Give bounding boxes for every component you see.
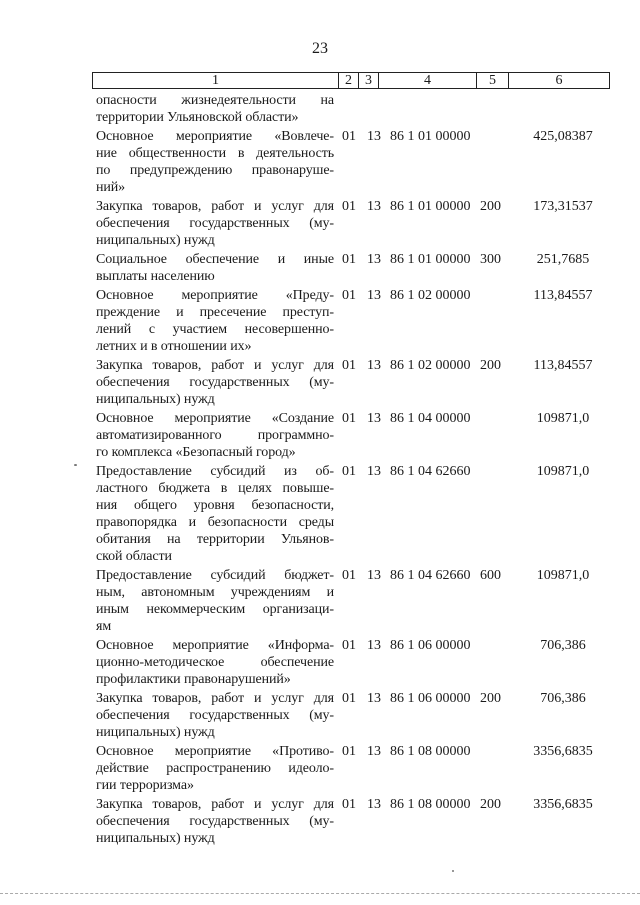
row-c2: 01 [342, 638, 356, 653]
row-name-line: Основное мероприятие «Преду- [96, 288, 334, 303]
row-c3: 13 [367, 691, 381, 706]
row-c2: 01 [342, 252, 356, 267]
row-name-line: ской области [96, 549, 172, 564]
table-row [96, 463, 616, 565]
row-name-line: Закупка товаров, работ и услуг для [96, 199, 334, 214]
row-name-line: Основное мероприятие «Создание [96, 411, 334, 426]
row-c4: 86 1 08 00000 [390, 797, 471, 812]
row-c3: 13 [367, 199, 381, 214]
row-name-line: обеспечения государственных (му- [96, 375, 334, 390]
row-name [96, 410, 334, 461]
row-c2: 01 [342, 691, 356, 706]
row-name-line: правопорядка и безопасности среды [96, 515, 334, 530]
row-c2: 01 [342, 411, 356, 426]
row-name-line: обеспечения государственных (му- [96, 216, 334, 231]
row-name [96, 357, 334, 408]
row-c5: 300 [480, 252, 501, 267]
row-c2: 01 [342, 464, 356, 479]
row-c3: 13 [367, 358, 381, 373]
row-c4: 86 1 06 00000 [390, 638, 471, 653]
row-name-line: ние общественности в деятельность [96, 146, 334, 161]
row-name [96, 287, 334, 355]
row-name-line: ным, автономным учреждениям и [96, 585, 334, 600]
row-c4: 86 1 01 00000 [390, 129, 471, 144]
row-c4: 86 1 06 00000 [390, 691, 471, 706]
row-name-line: Закупка товаров, работ и услуг для [96, 358, 334, 373]
row-name-line: выплаты населению [96, 269, 215, 284]
header-col-1: 1 [93, 73, 339, 88]
table-row [96, 690, 616, 741]
table-row [96, 128, 616, 196]
row-name-line: ластного бюджета в целях повыше- [96, 481, 334, 496]
row-c5: 600 [480, 568, 501, 583]
row-name-line: преждение и пресечение преступ- [96, 305, 334, 320]
row-name-line: профилактики правонарушений» [96, 672, 291, 687]
row-c3: 13 [367, 638, 381, 653]
row-name-line: Основное мероприятие «Вовлече- [96, 129, 334, 144]
header-col-2: 2 [339, 73, 359, 88]
row-c5: 200 [480, 199, 501, 214]
row-c3: 13 [367, 288, 381, 303]
row-c4: 86 1 04 62660 [390, 464, 471, 479]
row-c2: 01 [342, 129, 356, 144]
row-c4: 86 1 04 62660 [390, 568, 471, 583]
row-name-line: ния общего уровня безопасности, [96, 498, 334, 513]
row-name [96, 567, 334, 635]
header-col-3: 3 [359, 73, 379, 88]
row-name-line: Закупка товаров, работ и услуг для [96, 691, 334, 706]
row-c3: 13 [367, 744, 381, 759]
row-name-line: обитания на территории Ульянов- [96, 532, 334, 547]
table-row [96, 357, 616, 408]
page-number: 23 [312, 40, 328, 57]
header-col-6: 6 [555, 73, 563, 88]
row-name [96, 128, 334, 196]
scan-edge [0, 893, 640, 894]
row-name-line: Социальное обеспечение и иные [96, 252, 334, 267]
row-name [96, 690, 334, 741]
row-name-line: ниципальных) нужд [96, 725, 215, 740]
table-row [96, 92, 616, 126]
scan-speck [452, 870, 454, 872]
header-col-4: 4 [379, 73, 477, 88]
row-c5: 200 [480, 797, 501, 812]
row-name [96, 92, 334, 126]
row-c3: 13 [367, 252, 381, 267]
row-name-line: обеспечения государственных (му- [96, 814, 334, 829]
row-c6: 173,31537 [533, 199, 593, 214]
row-name-line: ниципальных) нужд [96, 831, 215, 846]
row-name-line: летних и в отношении их» [96, 339, 252, 354]
row-name-line: Предоставление субсидий из об- [96, 464, 334, 479]
table-body [96, 92, 616, 847]
row-name-line: ционно-методическое обеспечение [96, 655, 334, 670]
table-row [96, 796, 616, 847]
row-name [96, 463, 334, 565]
row-name-line: иным некоммерческим организаци- [96, 602, 334, 617]
row-c2: 01 [342, 797, 356, 812]
row-c4: 86 1 02 00000 [390, 358, 471, 373]
row-c6: 113,84557 [533, 358, 593, 373]
table-row [96, 198, 616, 249]
row-name-line: Закупка товаров, работ и услуг для [96, 797, 334, 812]
row-c2: 01 [342, 199, 356, 214]
row-name [96, 198, 334, 249]
row-name [96, 637, 334, 688]
row-c4: 86 1 01 00000 [390, 252, 471, 267]
row-name-line: Предоставление субсидий бюджет- [96, 568, 334, 583]
row-c3: 13 [367, 568, 381, 583]
row-name-line: действие распространению идеоло- [96, 761, 334, 776]
row-name-line: по предупреждению правонаруше- [96, 163, 334, 178]
scan-speck [74, 464, 77, 466]
row-c3: 13 [367, 797, 381, 812]
row-c4: 86 1 01 00000 [390, 199, 471, 214]
header-col-5: 5 [477, 73, 509, 88]
row-c6: 109871,0 [536, 464, 590, 479]
row-name-line: го комплекса «Безопасный город» [96, 445, 296, 460]
row-name [96, 743, 334, 794]
row-c4: 86 1 02 00000 [390, 288, 471, 303]
table-row [96, 251, 616, 285]
row-c3: 13 [367, 464, 381, 479]
row-c6: 706,386 [540, 691, 586, 706]
row-c4: 86 1 08 00000 [390, 744, 471, 759]
row-name [96, 251, 334, 285]
row-c2: 01 [342, 568, 356, 583]
row-c6: 109871,0 [536, 568, 590, 583]
row-name-line: ям [96, 619, 112, 634]
row-name-line: опасности жизнедеятельности на [96, 93, 334, 108]
row-c6: 3356,6835 [533, 797, 593, 812]
row-name [96, 796, 334, 847]
table-row [96, 637, 616, 688]
row-c3: 13 [367, 129, 381, 144]
row-name-line: гии терроризма» [96, 778, 194, 793]
row-c6: 425,08387 [533, 129, 593, 144]
row-c6: 109871,0 [536, 411, 590, 426]
table-row [96, 410, 616, 461]
row-c5: 200 [480, 358, 501, 373]
row-c4: 86 1 04 00000 [390, 411, 471, 426]
row-c6: 3356,6835 [533, 744, 593, 759]
table-row [96, 567, 616, 635]
row-name-line: территории Ульяновской области» [96, 110, 299, 125]
row-name-line: Основное мероприятие «Противо- [96, 744, 334, 759]
row-c2: 01 [342, 358, 356, 373]
row-c5: 200 [480, 691, 501, 706]
row-name-line: лений с участием несовершенно- [96, 322, 334, 337]
table-row [96, 743, 616, 794]
row-c6: 113,84557 [533, 288, 593, 303]
row-name-line: ний» [96, 180, 126, 195]
row-c3: 13 [367, 411, 381, 426]
row-c2: 01 [342, 288, 356, 303]
row-name-line: Основное мероприятие «Информа- [96, 638, 334, 653]
row-c6: 706,386 [540, 638, 586, 653]
row-c2: 01 [342, 744, 356, 759]
table-header [92, 72, 610, 89]
row-name-line: автоматизированного программно- [96, 428, 334, 443]
row-c6: 251,7685 [536, 252, 590, 267]
row-name-line: ниципальных) нужд [96, 233, 215, 248]
row-name-line: обеспечения государственных (му- [96, 708, 334, 723]
row-name-line: ниципальных) нужд [96, 392, 215, 407]
table-row [96, 287, 616, 355]
